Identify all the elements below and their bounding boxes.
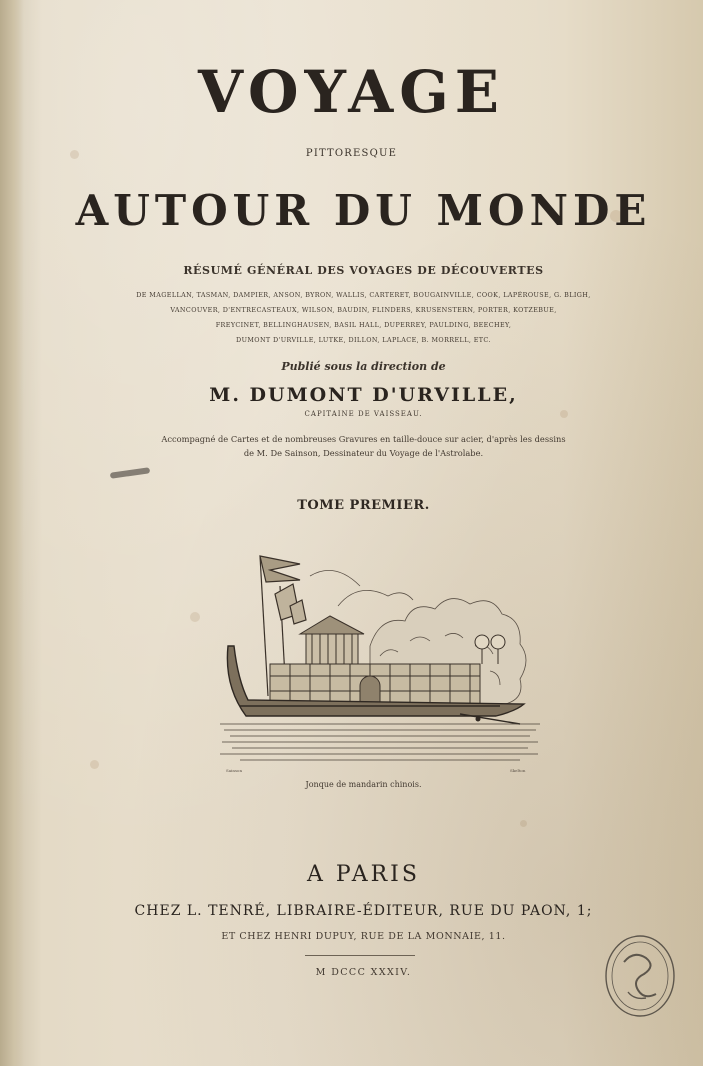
- foxing-spot: [190, 612, 200, 622]
- explorer-names-line: DUMONT D'URVILLE, LUTKE, DILLON, LAPLACE, B. MORRELL, ETC.: [236, 336, 491, 344]
- volume-label: TOME PREMIER.: [297, 498, 430, 513]
- imprint-divider: [305, 955, 415, 956]
- imprint-publisher: CHEZ L. TENRÉ, LIBRAIRE-ÉDITEUR, RUE DU PAON, 1;: [134, 903, 593, 919]
- svg-text:Sainson: Sainson: [226, 768, 243, 773]
- explorer-names-line: VANCOUVER, D'ENTRECASTEAUX, WILSON, BAUDIN, FLINDERS, KRUSENSTERN, PORTER, KOTZEBUE,: [170, 306, 557, 314]
- ink-smudge: [110, 467, 150, 479]
- title-voyage: VOYAGE: [198, 58, 505, 126]
- explorer-names-line: DE MAGELLAN, TASMAN, DAMPIER, ANSON, BYRON, WALLIS, CARTERET, BOUGAINVILLE, COOK, LAPÉROUSE, G. BLIGH,: [136, 291, 591, 299]
- title-pittoresque: PITTORESQUE: [305, 148, 398, 159]
- chinese-junk-engraving: [220, 546, 542, 778]
- foxing-spot: [520, 820, 527, 827]
- foxing-spot: [90, 760, 99, 769]
- explorer-names-line: FREYCINET, BELLINGHAUSEN, BASIL HALL, DUPERREY, PAULDING, BEECHEY,: [215, 321, 512, 329]
- accompaniment-line: de M. De Sainson, Dessinateur du Voyage de l'Astrolabe.: [243, 448, 484, 458]
- svg-text:Skelton: Skelton: [510, 768, 526, 773]
- title-autour-du-monde: AUTOUR DU MONDE: [75, 186, 652, 235]
- editor-title: CAPITAINE DE VAISSEAU.: [304, 410, 423, 418]
- library-stamp-icon: [602, 932, 678, 1020]
- imprint-co-publisher: ET CHEZ HENRI DUPUY, RUE DE LA MONNAIE, 11.: [221, 931, 506, 942]
- resume-heading: RÉSUMÉ GÉNÉRAL DES VOYAGES DE DÉCOUVERTES: [183, 264, 544, 277]
- imprint-city: A PARIS: [307, 862, 420, 887]
- illustration-caption: Jonque de mandarin chinois.: [305, 780, 422, 789]
- editor-name: M. DUMONT D'URVILLE,: [209, 384, 518, 406]
- published-under: Publié sous la direction de: [281, 360, 446, 373]
- publication-year: M DCCC XXXIV.: [315, 967, 412, 978]
- accompaniment-line: Accompagné de Cartes et de nombreuses Gravures en taille-douce sur acier, d'après les dessins: [161, 434, 566, 444]
